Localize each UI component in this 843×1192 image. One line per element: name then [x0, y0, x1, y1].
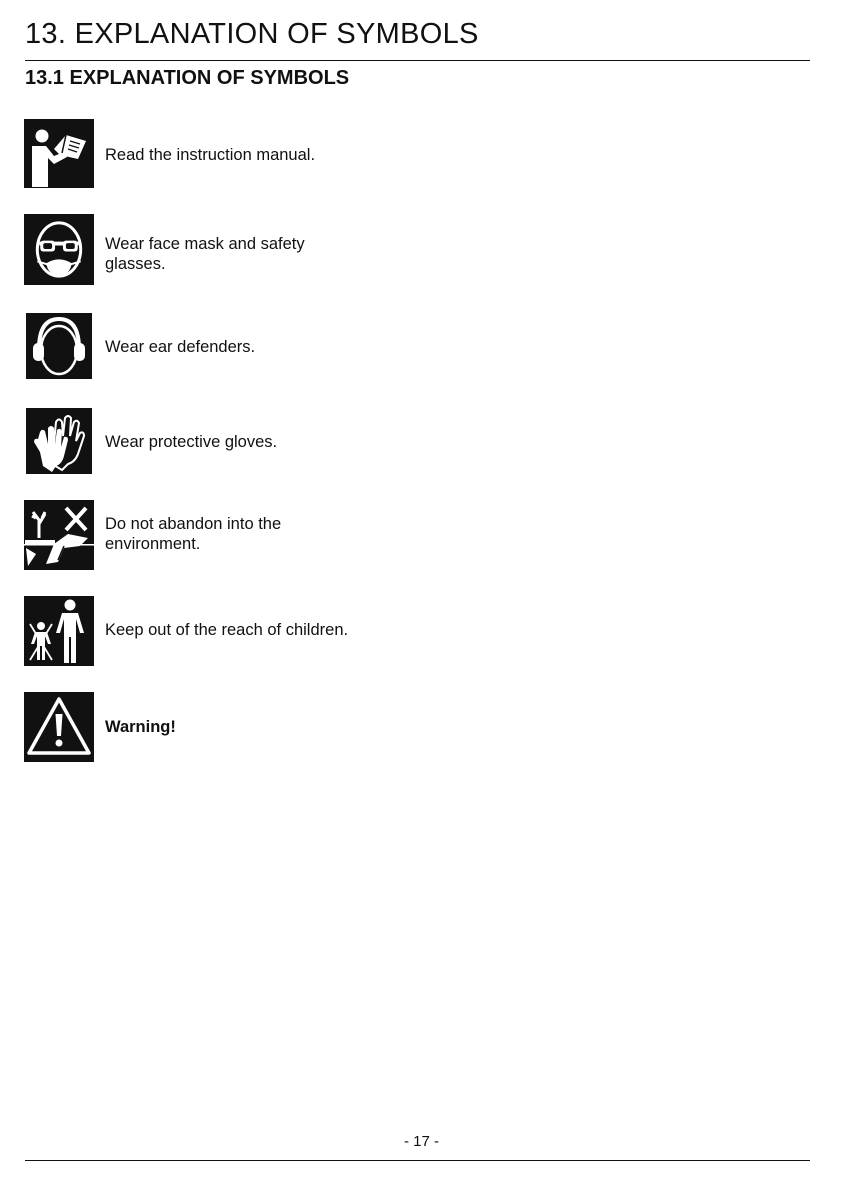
page-number: - 17 -	[403, 1133, 439, 1150]
footer-rule	[25, 1160, 810, 1161]
symbol-text: Do not abandon into the environment.	[105, 515, 282, 553]
symbol-row-children	[24, 596, 524, 666]
symbol-row-face-mask	[24, 214, 524, 285]
chapter-title: 13. EXPLANATION OF SYMBOLS	[25, 18, 479, 50]
symbol-row-read-manual	[24, 119, 524, 189]
warning-triangle-icon	[24, 692, 94, 762]
do-not-dispose-environment-icon	[24, 500, 94, 570]
symbol-text: Wear protective gloves.	[105, 433, 278, 451]
read-manual-icon	[24, 119, 94, 188]
face-mask-glasses-icon	[24, 214, 94, 285]
section-title: 13.1 EXPLANATION OF SYMBOLS	[25, 67, 350, 89]
protective-gloves-icon	[26, 408, 92, 474]
symbol-text: Read the instruction manual.	[105, 146, 316, 164]
symbol-text: Wear ear defenders.	[105, 338, 256, 356]
symbol-row-environment	[24, 500, 524, 570]
symbol-row-warning	[24, 692, 524, 762]
ear-defenders-icon	[26, 313, 92, 379]
symbol-text: Wear face mask and safety glasses.	[105, 235, 305, 273]
symbol-row-gloves	[24, 408, 524, 474]
symbol-row-ear-defenders	[24, 313, 524, 379]
symbol-text: Keep out of the reach of children.	[105, 621, 349, 639]
chapter-rule	[25, 60, 810, 61]
keep-away-children-icon	[24, 596, 94, 666]
symbol-text: Warning!	[105, 718, 176, 736]
